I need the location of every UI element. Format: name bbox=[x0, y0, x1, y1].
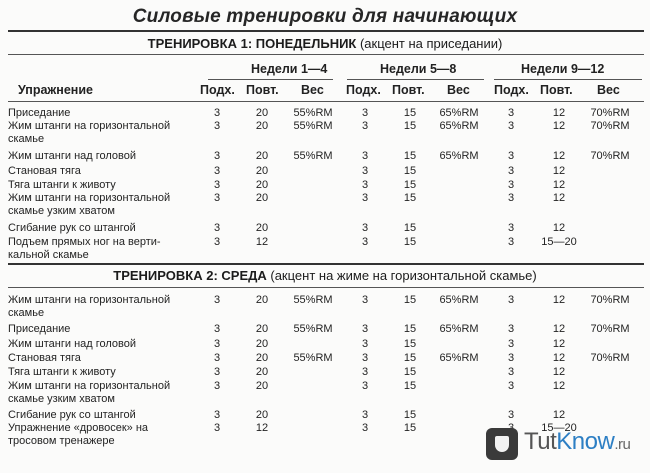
exercise-name-line: Тяга штанги к животу bbox=[8, 366, 116, 378]
reps-w9-value: 12 bbox=[552, 366, 566, 378]
exercise-name-line: тросовом тренажере bbox=[8, 434, 115, 447]
reps-w1-value: 20 bbox=[255, 323, 269, 335]
weight-header-2: Вес bbox=[447, 83, 470, 97]
weight-header-3: Вес bbox=[597, 83, 620, 97]
reps-w9-value: 12 bbox=[552, 222, 566, 234]
sets-w5-value: 3 bbox=[361, 179, 369, 191]
exercise-name-line: Жим штанги на горизонтальной bbox=[8, 192, 171, 204]
weight-w5-value: 65%RM bbox=[439, 352, 479, 364]
sets-w1-value: 3 bbox=[213, 294, 221, 306]
weight-w9-value: 70%RM bbox=[590, 107, 630, 119]
exercise-name-line: Упражнение «дровосек» на bbox=[8, 422, 149, 434]
exercise-name-line: Становая тяга bbox=[8, 165, 81, 177]
sets-w9-value: 3 bbox=[507, 192, 515, 204]
workout1-title-rest: (акцент на приседании) bbox=[356, 36, 503, 51]
reps-w1-value: 20 bbox=[255, 120, 269, 132]
reps-w5-value: 15 bbox=[403, 409, 417, 421]
exercise-name-line: кальной скамье bbox=[8, 248, 89, 261]
top-rule bbox=[8, 30, 644, 32]
exercise-name bbox=[8, 107, 198, 120]
exercise-name bbox=[8, 323, 198, 336]
sets-w9-value: 3 bbox=[507, 120, 515, 132]
reps-w5-value: 15 bbox=[403, 338, 417, 350]
sets-w1-value: 3 bbox=[213, 338, 221, 350]
exercise-name bbox=[8, 338, 198, 351]
sets-w9-value: 3 bbox=[507, 222, 515, 234]
sets-w1-value: 3 bbox=[213, 107, 221, 119]
sets-w9-value: 3 bbox=[507, 165, 515, 177]
exercise-name-line: Жим штанги над головой bbox=[8, 150, 137, 162]
reps-w5-value: 15 bbox=[403, 323, 417, 335]
exercise-name-line: скамье bbox=[8, 132, 45, 145]
sets-w5-value: 3 bbox=[361, 107, 369, 119]
sets-w1-value: 3 bbox=[213, 409, 221, 421]
weight-w9-value: 70%RM bbox=[590, 294, 630, 306]
logo-know: Know bbox=[556, 428, 615, 455]
weight-w9-value: 70%RM bbox=[590, 323, 630, 335]
reps-w9-value: 12 bbox=[552, 323, 566, 335]
sets-w1-value: 3 bbox=[213, 352, 221, 364]
sets-w5-value: 3 bbox=[361, 120, 369, 132]
reps-w1-value: 20 bbox=[255, 179, 269, 191]
reps-w1-value: 20 bbox=[255, 338, 269, 350]
reps-w1-value: 20 bbox=[255, 222, 269, 234]
sets-w9-value: 3 bbox=[507, 352, 515, 364]
sets-w9-value: 3 bbox=[507, 409, 515, 421]
weeks-9-12-header: Недели 9—12 bbox=[521, 62, 605, 76]
exercise-name-line: Становая тяга bbox=[8, 352, 81, 364]
sets-w5-value: 3 bbox=[361, 338, 369, 350]
exercise-name-line: Жим штанги на горизонтальной bbox=[8, 294, 171, 306]
reps-w9-value: 12 bbox=[552, 352, 566, 364]
reps-w5-value: 15 bbox=[403, 422, 417, 434]
sets-w5-value: 3 bbox=[361, 366, 369, 378]
weight-w9-value: 70%RM bbox=[590, 150, 630, 162]
sets-w1-value: 3 bbox=[213, 422, 221, 434]
reps-w9-value: 12 bbox=[552, 338, 566, 350]
sets-w5-value: 3 bbox=[361, 150, 369, 162]
table1-header-rule bbox=[8, 101, 644, 102]
exercise-name bbox=[8, 380, 198, 405]
workout1-title bbox=[0, 36, 650, 51]
workout2-title-rest: (акцент на жиме на горизонтальной скамье) bbox=[266, 268, 537, 283]
reps-w9-value: 12 bbox=[552, 120, 566, 132]
exercise-name bbox=[8, 150, 198, 163]
sets-w9-value: 3 bbox=[507, 150, 515, 162]
reps-w9-value: 12 bbox=[552, 380, 566, 392]
sets-w5-value: 3 bbox=[361, 380, 369, 392]
weight-w1-value: 55%RM bbox=[293, 294, 333, 306]
weight-w5-value: 65%RM bbox=[439, 294, 479, 306]
weight-w5-value: 65%RM bbox=[439, 120, 479, 132]
logo-text bbox=[524, 428, 630, 456]
exercise-name-line: Сгибание рук со штангой bbox=[8, 222, 136, 234]
exercise-name-line: Жим штанги на горизонтальной bbox=[8, 380, 171, 392]
weight-w5-value: 65%RM bbox=[439, 323, 479, 335]
exercise-name-line: Сгибание рук со штангой bbox=[8, 409, 136, 421]
exercise-name bbox=[8, 165, 198, 178]
sets-w5-value: 3 bbox=[361, 192, 369, 204]
reps-w1-value: 20 bbox=[255, 380, 269, 392]
weeks-1-4-header: Недели 1—4 bbox=[251, 62, 328, 76]
reps-w9-value: 15—20 bbox=[541, 422, 577, 434]
reps-w5-value: 15 bbox=[403, 179, 417, 191]
reps-w1-value: 20 bbox=[255, 352, 269, 364]
section-divider bbox=[8, 263, 644, 265]
sets-w9-value: 3 bbox=[507, 294, 515, 306]
sets-w5-value: 3 bbox=[361, 409, 369, 421]
reps-w1-value: 20 bbox=[255, 150, 269, 162]
sets-w1-value: 3 bbox=[213, 366, 221, 378]
sets-w9-value: 3 bbox=[507, 323, 515, 335]
sets-w5-value: 3 bbox=[361, 294, 369, 306]
reps-header-3: Повт. bbox=[540, 83, 573, 97]
reps-w1-value: 20 bbox=[255, 366, 269, 378]
sets-w1-value: 3 bbox=[213, 192, 221, 204]
reps-w5-value: 15 bbox=[403, 222, 417, 234]
sets-w5-value: 3 bbox=[361, 323, 369, 335]
sets-header-2: Подх. bbox=[346, 83, 381, 97]
sets-w9-value: 3 bbox=[507, 179, 515, 191]
weight-w5-value: 65%RM bbox=[439, 150, 479, 162]
exercise-name bbox=[8, 222, 198, 235]
reps-w5-value: 15 bbox=[403, 352, 417, 364]
sets-w1-value: 3 bbox=[213, 222, 221, 234]
reps-w1-value: 20 bbox=[255, 409, 269, 421]
sets-w1-value: 3 bbox=[213, 380, 221, 392]
logo-tut: Tut bbox=[524, 428, 557, 455]
sets-w1-value: 3 bbox=[213, 236, 221, 248]
reps-w5-value: 15 bbox=[403, 366, 417, 378]
reps-w9-value: 12 bbox=[552, 179, 566, 191]
exercise-name-line: скамье узким хватом bbox=[8, 204, 115, 217]
exercise-name bbox=[8, 422, 198, 447]
exercise-name-line: скамье узким хватом bbox=[8, 392, 115, 405]
exercise-name bbox=[8, 192, 198, 217]
reps-w9-value: 12 bbox=[552, 165, 566, 177]
reps-w5-value: 15 bbox=[403, 380, 417, 392]
weeks-5-8-header: Недели 5—8 bbox=[380, 62, 457, 76]
exercise-name bbox=[8, 366, 198, 379]
weight-w1-value: 55%RM bbox=[293, 107, 333, 119]
workout2-title bbox=[0, 268, 650, 283]
sets-w1-value: 3 bbox=[213, 120, 221, 132]
reps-w9-value: 12 bbox=[552, 150, 566, 162]
weight-header-1: Вес bbox=[301, 83, 324, 97]
weight-w1-value: 55%RM bbox=[293, 323, 333, 335]
reps-w9-value: 12 bbox=[552, 192, 566, 204]
sets-w5-value: 3 bbox=[361, 422, 369, 434]
workout1-title-bold: ТРЕНИРОВКА 1: ПОНЕДЕЛЬНИК bbox=[147, 36, 357, 51]
reps-w1-value: 12 bbox=[255, 422, 269, 434]
exercise-name bbox=[8, 179, 198, 192]
weight-w9-value: 70%RM bbox=[590, 120, 630, 132]
reps-w1-value: 20 bbox=[255, 107, 269, 119]
exercise-name bbox=[8, 409, 198, 422]
exercise-name-line: Тяга штанги к животу bbox=[8, 179, 116, 191]
sets-w9-value: 3 bbox=[507, 107, 515, 119]
reps-header-1: Повт. bbox=[246, 83, 279, 97]
page-title: Силовые тренировки для начинающих bbox=[132, 6, 518, 27]
tutknow-logo bbox=[486, 424, 646, 468]
exercise-name bbox=[8, 352, 198, 365]
reps-w5-value: 15 bbox=[403, 165, 417, 177]
workout2-rule bbox=[8, 287, 644, 288]
reps-w1-value: 20 bbox=[255, 192, 269, 204]
sets-w1-value: 3 bbox=[213, 165, 221, 177]
reps-w5-value: 15 bbox=[403, 192, 417, 204]
sets-w9-value: 3 bbox=[507, 380, 515, 392]
reps-w9-value: 12 bbox=[552, 107, 566, 119]
reps-w5-value: 15 bbox=[403, 120, 417, 132]
sets-w5-value: 3 bbox=[361, 165, 369, 177]
exercise-name-line: Подъем прямых ног на верти- bbox=[8, 236, 161, 248]
reps-w9-value: 12 bbox=[552, 409, 566, 421]
exercise-name bbox=[8, 120, 198, 145]
reps-w9-value: 15—20 bbox=[541, 236, 577, 248]
reps-w5-value: 15 bbox=[403, 150, 417, 162]
sets-w5-value: 3 bbox=[361, 352, 369, 364]
reps-w9-value: 12 bbox=[552, 294, 566, 306]
exercise-name bbox=[8, 294, 198, 319]
reps-w1-value: 20 bbox=[255, 165, 269, 177]
exercise-name-line: Жим штанги на горизонтальной bbox=[8, 120, 171, 132]
sets-w9-value: 3 bbox=[507, 236, 515, 248]
reps-w1-value: 12 bbox=[255, 236, 269, 248]
workout2-title-bold: ТРЕНИРОВКА 2: СРЕДА bbox=[113, 268, 267, 283]
reps-w5-value: 15 bbox=[403, 294, 417, 306]
exercise-name-line: скамье bbox=[8, 306, 45, 319]
exercise-name-line: Приседание bbox=[8, 323, 71, 335]
workout1-rule bbox=[8, 54, 644, 55]
sets-w5-value: 3 bbox=[361, 236, 369, 248]
sets-w1-value: 3 bbox=[213, 150, 221, 162]
reps-w5-value: 15 bbox=[403, 107, 417, 119]
logo-ru: .ru bbox=[614, 436, 631, 453]
exercise-name-line: Жим штанги над головой bbox=[8, 338, 137, 350]
exercise-header: Упражнение bbox=[18, 83, 93, 97]
weight-w1-value: 55%RM bbox=[293, 120, 333, 132]
exercise-name bbox=[8, 236, 198, 261]
weight-w1-value: 55%RM bbox=[293, 150, 333, 162]
reps-w5-value: 15 bbox=[403, 236, 417, 248]
weight-w5-value: 65%RM bbox=[439, 107, 479, 119]
sets-w1-value: 3 bbox=[213, 323, 221, 335]
sets-header-3: Подх. bbox=[494, 83, 529, 97]
weeks-9-12-underline bbox=[494, 79, 642, 80]
weight-w9-value: 70%RM bbox=[590, 352, 630, 364]
sets-header-1: Подх. bbox=[200, 83, 235, 97]
weeks-5-8-underline bbox=[347, 79, 484, 80]
reps-header-2: Повт. bbox=[392, 83, 425, 97]
sets-w9-value: 3 bbox=[507, 338, 515, 350]
reps-w1-value: 20 bbox=[255, 294, 269, 306]
sets-w9-value: 3 bbox=[507, 366, 515, 378]
weeks-1-4-underline bbox=[208, 79, 333, 80]
logo-icon bbox=[486, 428, 518, 460]
sets-w5-value: 3 bbox=[361, 222, 369, 234]
sets-w1-value: 3 bbox=[213, 179, 221, 191]
weight-w1-value: 55%RM bbox=[293, 352, 333, 364]
exercise-name-line: Приседание bbox=[8, 107, 71, 119]
